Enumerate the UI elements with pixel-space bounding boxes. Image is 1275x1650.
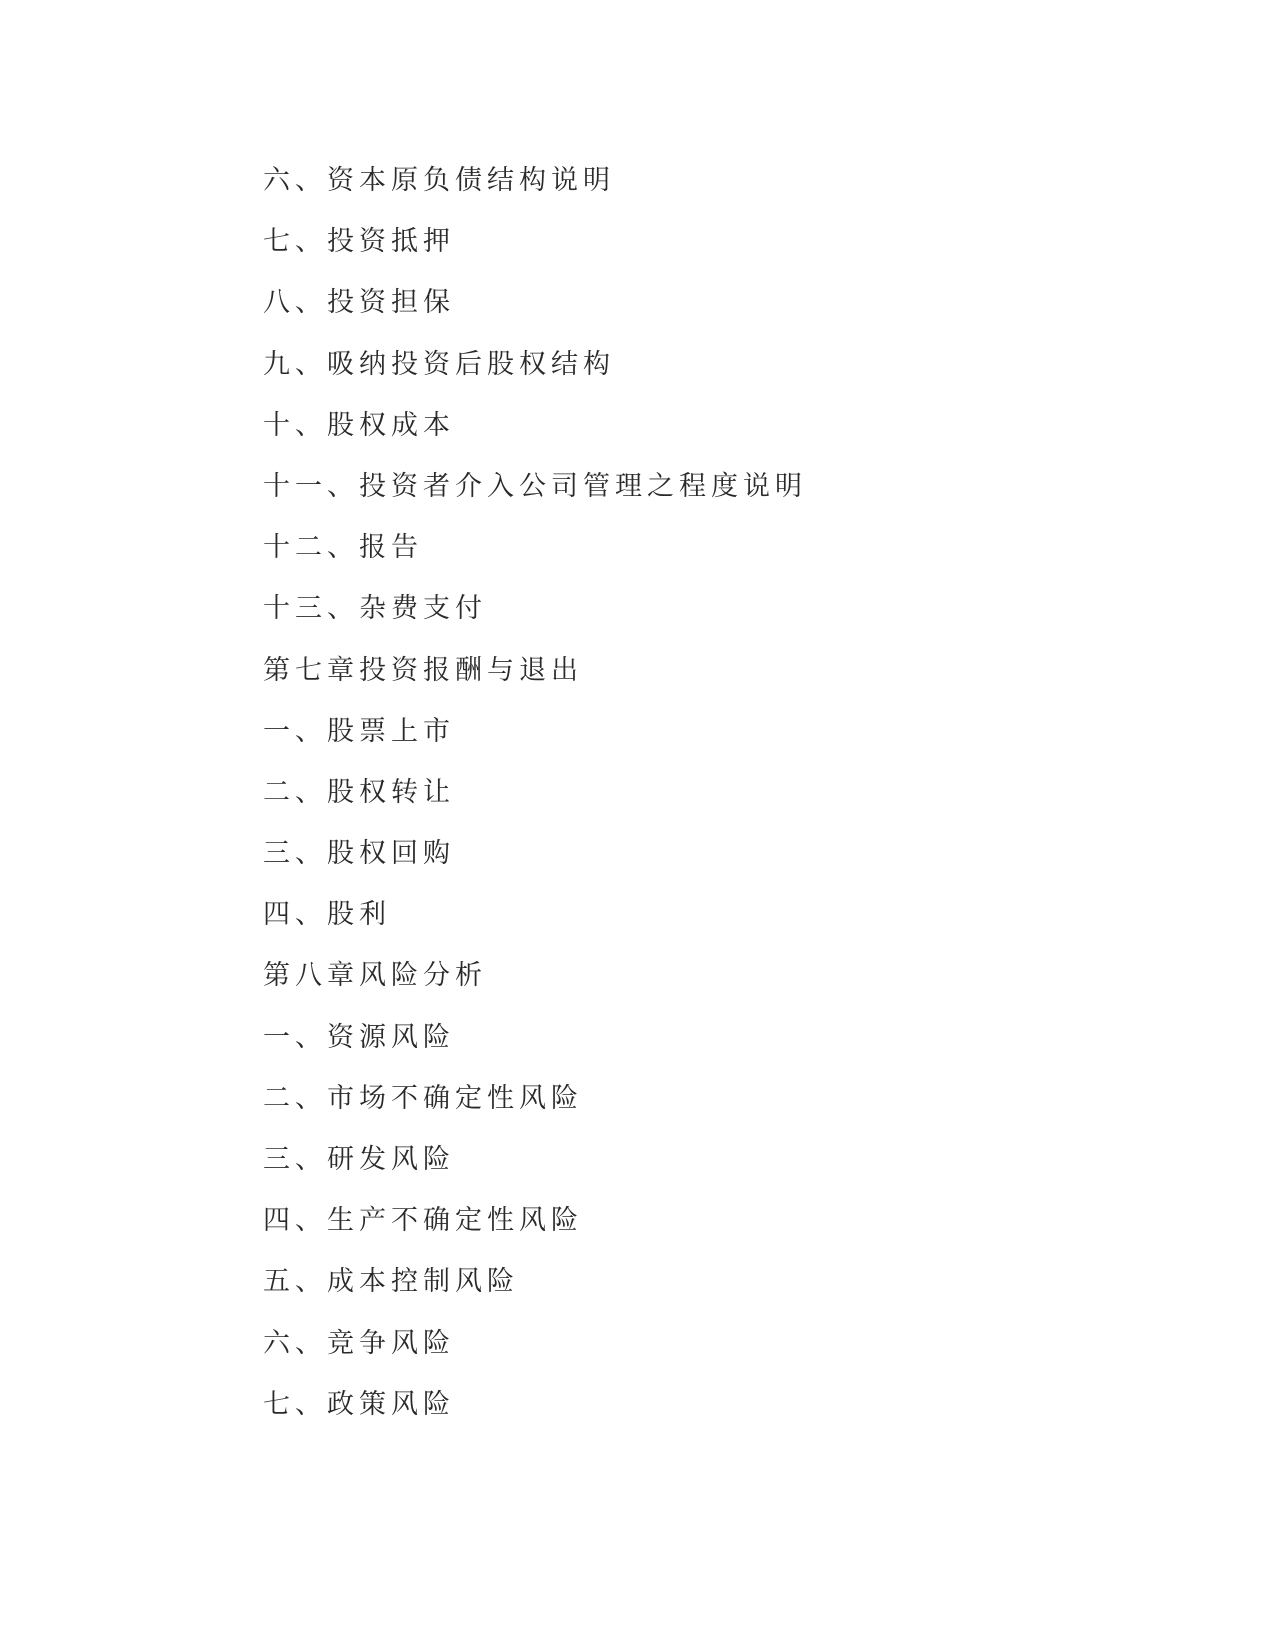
toc-item-equity-cost: 十、股权成本 bbox=[263, 409, 455, 441]
toc-item-post-investment-equity: 九、吸纳投资后股权结构 bbox=[263, 348, 615, 380]
toc-item-equity-buyback: 三、股权回购 bbox=[263, 838, 455, 870]
toc-item-misc-fees: 十三、杂费支付 bbox=[263, 593, 487, 625]
toc-item-stock-listing: 一、股票上市 bbox=[263, 715, 455, 747]
toc-item-investment-mortgage: 七、投资抵押 bbox=[263, 226, 455, 258]
toc-item-resource-risk: 一、资源风险 bbox=[263, 1021, 455, 1053]
toc-item-capital-debt-structure: 六、资本原负债结构说明 bbox=[263, 165, 615, 196]
table-of-contents bbox=[263, 164, 807, 1449]
chapter-heading-seven: 第七章投资报酬与退出 bbox=[263, 654, 583, 686]
toc-item-production-risk: 四、生产不确定性风险 bbox=[263, 1205, 583, 1237]
toc-item-equity-transfer: 二、股权转让 bbox=[263, 776, 455, 808]
toc-item-rd-risk: 三、研发风险 bbox=[263, 1144, 455, 1175]
toc-item-dividends: 四、股利 bbox=[263, 899, 391, 931]
toc-item-competition-risk: 六、竞争风险 bbox=[263, 1327, 455, 1359]
toc-item-report: 十二、报告 bbox=[263, 532, 423, 564]
chapter-heading-eight: 第八章风险分析 bbox=[263, 960, 487, 992]
toc-item-investor-involvement: 十一、投资者介入公司管理之程度说明 bbox=[263, 470, 807, 502]
toc-item-cost-control-risk: 五、成本控制风险 bbox=[263, 1266, 519, 1298]
toc-item-policy-risk: 七、政策风险 bbox=[263, 1388, 455, 1420]
toc-item-investment-guarantee: 八、投资担保 bbox=[263, 287, 455, 319]
toc-item-market-risk: 二、市场不确定性风险 bbox=[263, 1082, 583, 1114]
